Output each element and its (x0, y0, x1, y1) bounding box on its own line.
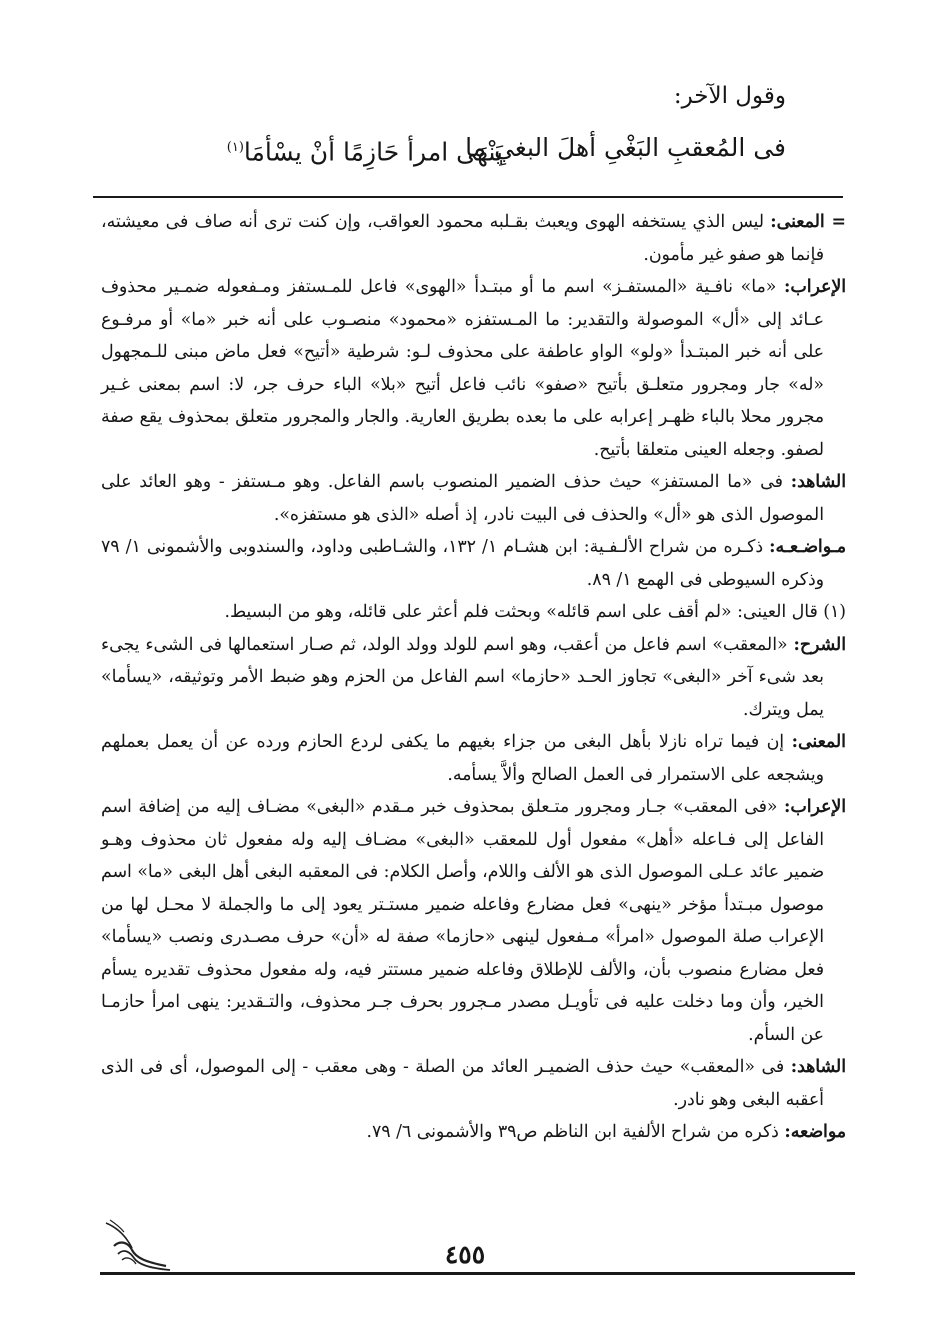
note-label: الشاهد: (790, 1057, 846, 1077)
note-text: فى «ما المستفز» حيث حذف الضمير المنصوب باسم الفاعل. وهو مـستفز - وهو العائد على الموصول الذى هو «أل» والحذف فى البيت نادر، إذ أصله «الذى هو مستفزه». (101, 472, 824, 525)
note-text: ذكـره من شراح الألـفـية: ابن هشـام ١/ ١٣٢، والشـاطبى وداود، والسندوبى والأشمونى ١/ ٧٩ وذكره السيوطى فى الهمع ١/ ٨٩. (101, 537, 824, 590)
note-explanation (101, 629, 846, 727)
note-label: الإعراب: (784, 277, 846, 297)
note-text: «فى المعقب» جـار ومجرور متـعلق بمحذوف خبر مـقدم «البغى» مضـاف إليه من إضافة اسم الفاعل إلى فـاعله «أهل» مفعول أول للمعقب «البغى» مضـاف إليه وله مفعول ثان محذوف وهـو ضمير عائد عـلى الموصول الذى هو الألف واللام، وأصل الكلام: فى المعقبه البغى أهل البغى «ما» اسم موصول مبـتدأ مؤخر «ينهى» فعل مضارع وفاعله ضمير مستـتر يعود إلى ما والجملة لا محـل لها من الإعراب صلة الموصول «امرأ» مـفعول لينهى «حازما» صفة له «أن» حرف مصـدرى ونصب «يسأما» فعل مضارع منصوب بأن، والألف للإطلاق وفاعله ضمير مستتر فيه، وله مفعول محذوف تقديره يسأم الخير، وأن وما دخلت عليه فى تأويـل مصدر مـجرور بحرف جـر محذوف، والتـقدير: ينهى امرأ حازمـا عن السأم. (101, 797, 824, 1045)
verse-intro: وقول الآخر: (673, 83, 786, 109)
note-label: مـواضـعـه: (769, 537, 846, 557)
verse-second-hemistich-text: يَنْهَى امرأ حَازِمًا أنْ يسْأمَا (243, 137, 503, 167)
note-parsing-previous (101, 271, 846, 466)
note-label: المعنى: (791, 732, 846, 752)
note-meaning (101, 726, 846, 791)
note-text: ليس الذي يستخفه الهوى ويعبث بقـلبه محمود العواقب، وإن كنت ترى أنه صاف فى معيشته، فإنما هو صفو غير مأمون. (101, 212, 824, 265)
bottom-rule (100, 1272, 855, 1275)
verse-second-hemistich (213, 128, 503, 172)
note-text: «ما» نافـية «المستفـز» اسم ما أو مبتـدأ «الهوى» فاعل للمـستفز ومـفعوله ضمـير محذوف عـائد إلى «أل» الموصولة والتقدير: ما المـستفزه «محمود» منصـوب على أنه خبر «ما» أو مرفـوع على أنه خبر المبتـدأ «ولو» الواو عاطفة على محذوف لـو: شرطية «أتيح» فعل ماض مبنى للـمجهول «له» جار ومجرور متعلـق بأتيح «صفو» نائب فاعل أتيح «بلا» الباء حرف جر، لا: اسم بمعنى غـير مجرور محلا بالباء ظهـر إعرابه على ما بعده بطريق العارية. والجار والمجرور متعلق بمحذوف يقع صفة لصفو. وجعله العينى متعلقا بأتيح. (101, 277, 824, 460)
footnote-reference: (١) (226, 140, 244, 155)
footnote-separator (93, 196, 843, 198)
note-text: ذكره من شراح الألفية ابن الناظم ص٣٩ والأشمونى ٦/ ٧٩. (366, 1122, 785, 1142)
note-text: «المعقب» اسم فاعل من أعقب، وهو اسم للولد وولد الولد، ثم صـار استعمالها فى الشىء يجىء بعد شىء آخر «البغى» تجاوز الحـد «حازما» اسم الفاعل من الحزم وهو ضبط الأمر وتوثيقه، «يسأما» يمل ويترك. (101, 634, 824, 720)
note-label: الإعراب: (784, 797, 846, 817)
note-sources-previous (101, 531, 846, 596)
note-sources (101, 1116, 846, 1149)
note-parsing (101, 791, 846, 1051)
note-label: الشاهد: (790, 472, 846, 492)
footnote-1 (101, 596, 846, 629)
note-label: = المعنى: (770, 212, 846, 232)
note-label: الشرح: (793, 634, 846, 655)
note-evidence-previous (101, 466, 846, 531)
scroll-flourish-icon (96, 1218, 176, 1278)
footnote-1-text: (١) قال العينى: «لم أقف على اسم قائله» وبحثت فلم أعثر على قائله، وهو من البسيط. (224, 602, 846, 622)
notes-block (101, 206, 846, 1149)
verse-first-hemistich-text: فى المُعقبِ البَغْىِ أهلَ البغيِ ما (465, 133, 786, 162)
note-text: فى «المعقب» حيث حذف الضميـر العائد من الصلة - وهى معقب - إلى الموصول، أى فى الذى أعقبه البغى وهو نادر. (101, 1057, 824, 1110)
note-label: مواضعه: (784, 1122, 846, 1142)
note-meaning-previous (101, 206, 846, 271)
note-text: إن فيما تراه نازلا بأهل البغى من جزاء بغيهم ما يكفى لردع الحازم ورده عن أن يعمل بعملهم ويشجعه على الاستمرار فى العمل الصالح وألاَّ يسأمه. (101, 732, 824, 785)
verse-first-hemistich (465, 128, 786, 168)
note-evidence (101, 1051, 846, 1116)
page-number: ٤٥٥ (444, 1240, 486, 1269)
